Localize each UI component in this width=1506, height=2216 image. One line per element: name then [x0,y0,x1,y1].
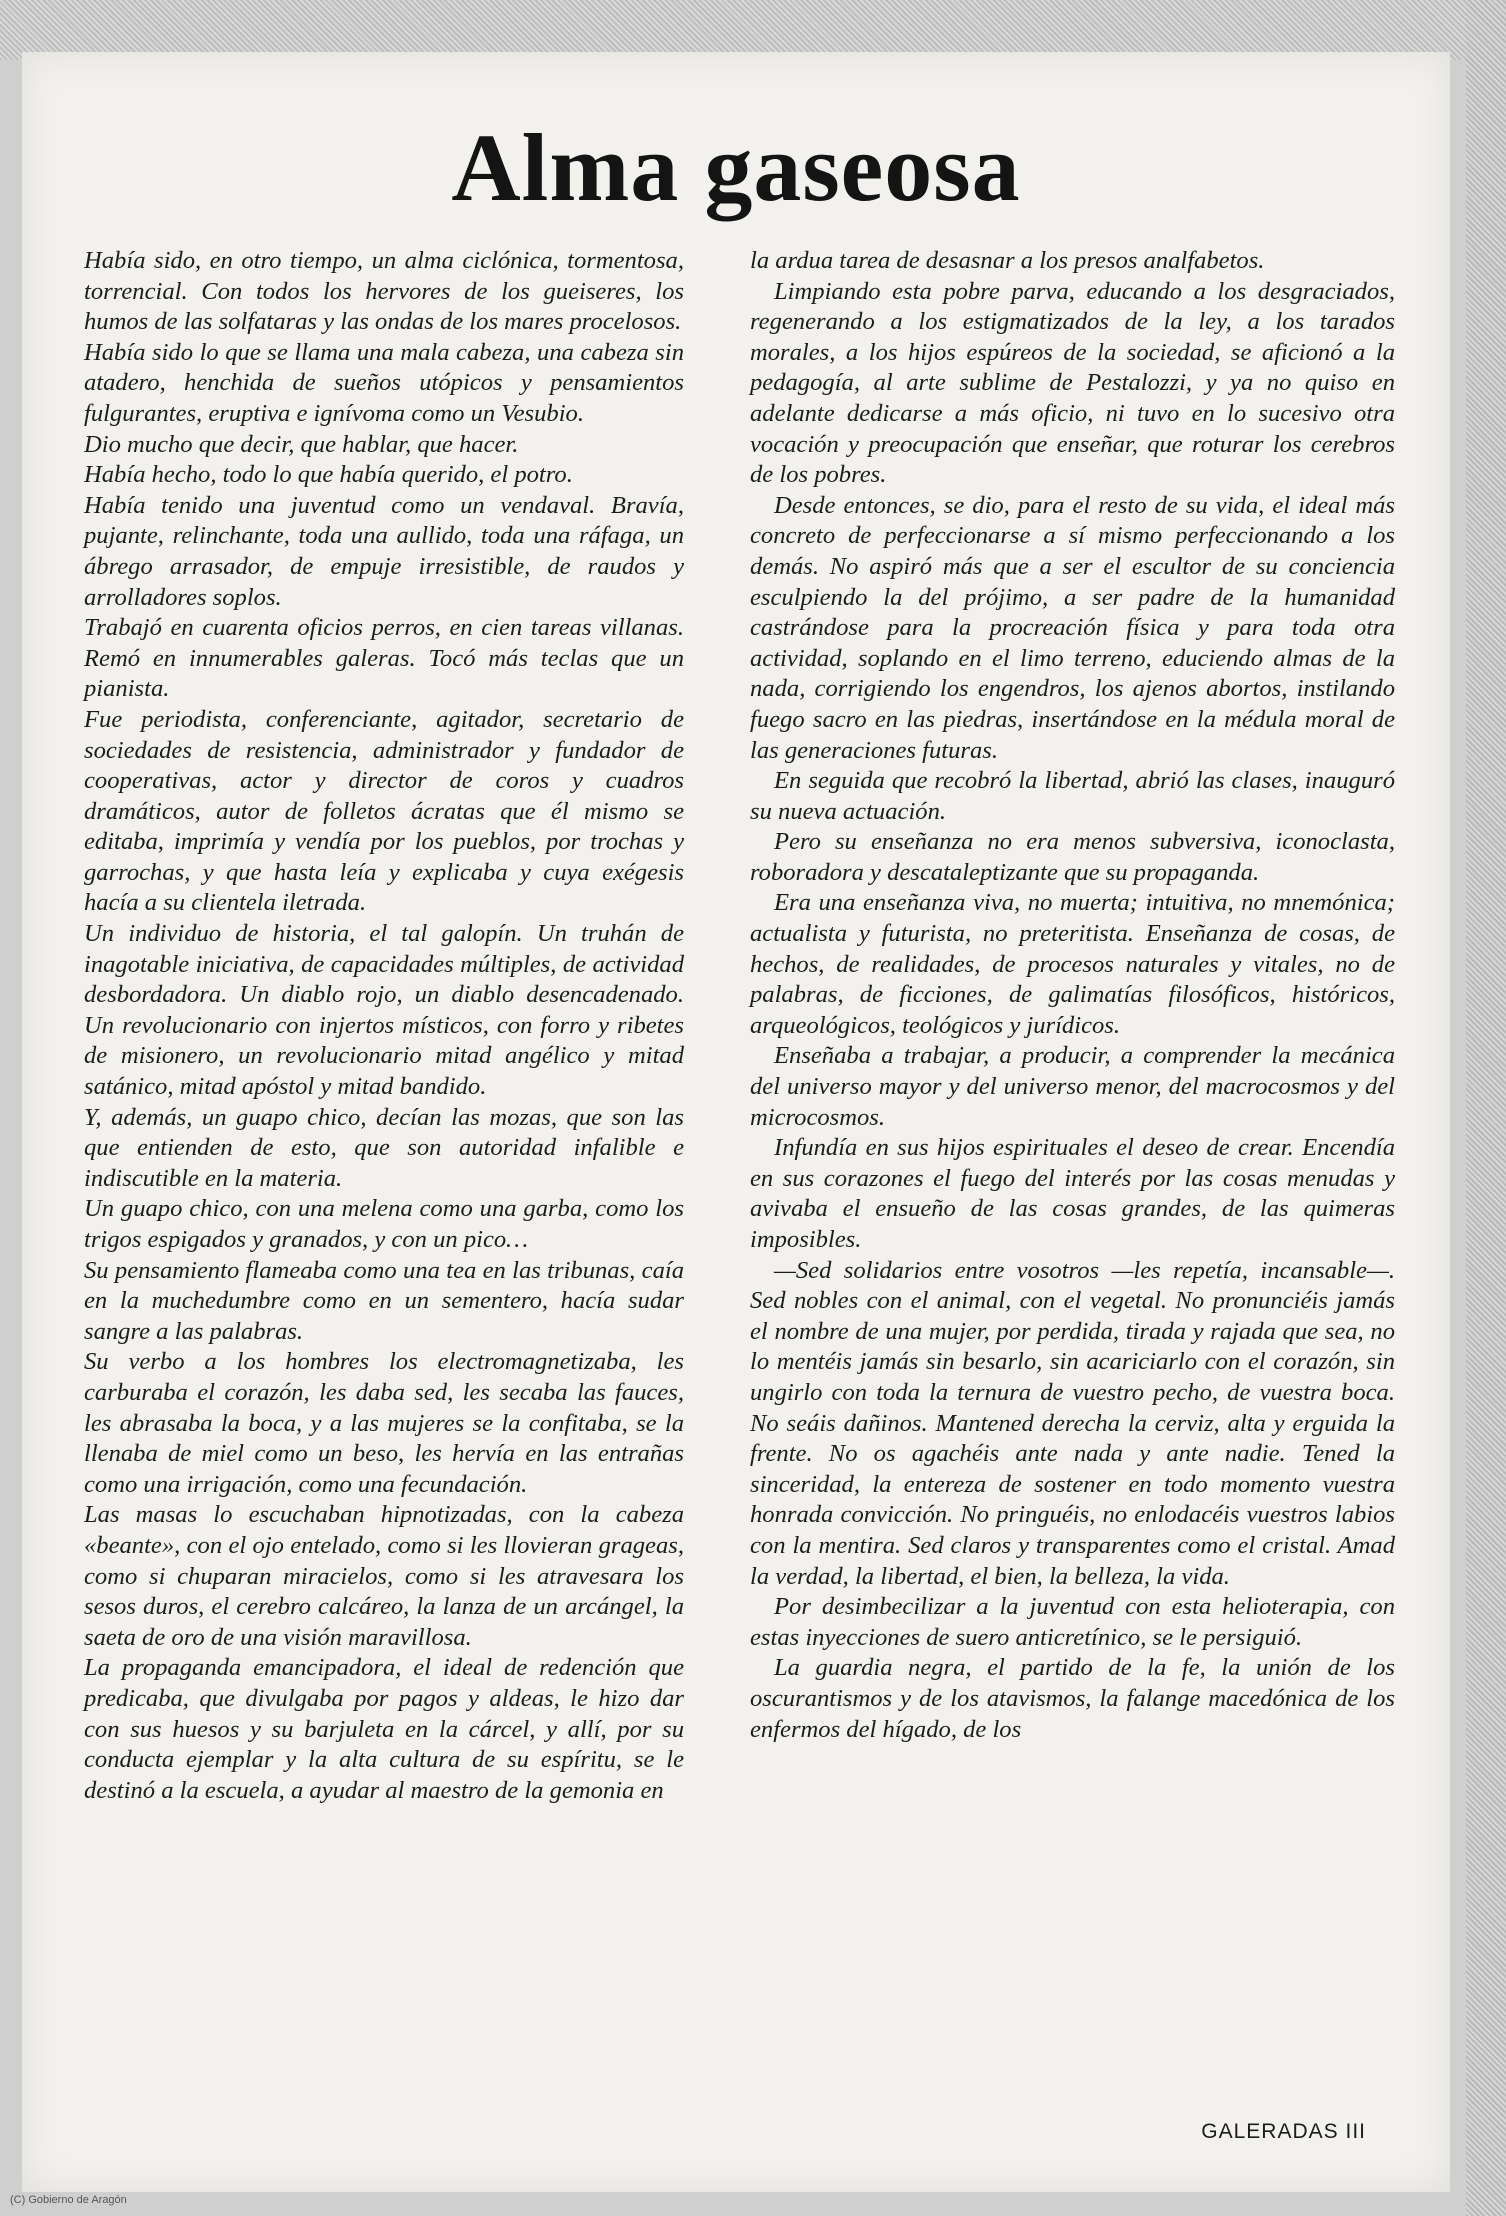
article-title: Alma gaseosa [451,114,1021,221]
paragraph: Era una enseñanza viva, no muerta; intuitiva, no mnemónica; actualista y futurista, no preteritista. Enseñanza de cosas, de hechos, de realidades, de procesos naturales y vitales, no de palabras, de ficciones, de galimatías filosóficos, históricos, arqueológicos, teológicos y jurídicos. [750,889,1395,1039]
document-page [22,52,1450,2192]
paragraph: Las masas lo escuchaban hipnotizadas, con la cabeza «beante», con el ojo entelado, como si les llovieran grageas, como si chuparan miracielos, como si les atravesara los sesos duros, el cerebro calcáreo, la lanza de un arcángel, la saeta de oro de una visión maravillosa. [84,1501,684,1651]
paragraph: Había sido lo que se llama una mala cabeza, una cabeza sin atadero, henchida de sueños utópicos y pensamientos fulgurantes, eruptiva e ignívoma como un Vesubio. [84,338,684,427]
copyright-credit: (C) Gobierno de Aragón [10,2194,127,2206]
paragraph: Fue periodista, conferenciante, agitador, secretario de sociedades de resistencia, administrador y fundador de cooperativas, actor y director de coros y cuadros dramáticos, autor de folletos ácratas que él mismo se editaba, imprimía y vendía por los pueblos, por trochas y garrochas, y que hasta leía y explicaba y cuya exégesis hacía a su clientela iletrada. [84,705,684,917]
paragraph: Un guapo chico, con una melena como una garba, como los trigos espigados y granados, y con un pico… [84,1195,684,1253]
paragraph: la ardua tarea de desasnar a los presos analfabetos. [750,247,1265,274]
paragraph: Desde entonces, se dio, para el resto de su vida, el ideal más concreto de perfeccionarse a sí mismo perfeccionando a los demás. No aspiró más que a ser el escultor de su conciencia esculpiendo la del prójimo, a ser padre de la humanidad castrándose para la procreación física y para toda otra actividad, soplando en el limo terreno, educiendo almas de la nada, corrigiendo los engendros, los ajenos abortos, instilando fuego sacro en las piedras, insertándose en la médula moral de las generaciones futuras. [750,491,1395,764]
paragraph: Había hecho, todo lo que había querido, el potro. [84,461,573,489]
scan-border-right [1466,0,1506,2216]
paragraph: —Sed solidarios entre vosotros —les repetía, incansable—. Sed nobles con el animal, con el vegetal. No pronunciéis jamás el nombre de una mujer, por perdida, tirada y rajada que sea, no lo mentéis jamás sin besarlo, sin acariciarlo con el corazón, sin ungirlo con toda la ternura de vuestro pecho, de vuestra boca. No seáis dañinos. Mantened derecha la cerviz, alta y erguida la frente. No os agachéis ante nada y ante nadie. Tened la sinceridad, la entereza de sostener en todo momento vuestra honrada convicción. No pringuéis, no enlodacéis vuestros labios con la mentira. Sed claros y transparentes como el cristal. Amad la verdad, la libertad, el bien, la belleza, la vida. [750,1256,1395,1590]
paragraph: Infundía en sus hijos espirituales el deseo de crear. Encendía en sus corazones el fuego del interés por las cosas menudas y avivaba el ensueño de las cosas grandes, de las quimeras imposibles. [750,1134,1395,1253]
paragraph: Dio mucho que decir, que hablar, que hacer. [84,430,519,458]
paragraph: La propaganda emancipadora, el ideal de redención que predicaba, que divulgaba por pagos y aldeas, le hizo dar con sus huesos y su barjuleta en la cárcel, y allí, por su conducta ejemplar y la alta cultura de su espíritu, se le destinó a la escuela, a ayudar al maestro de la gemonia en [84,1654,684,1804]
paragraph: Un individuo de historia, el tal galopín. Un truhán de inagotable iniciativa, de capacidades múltiples, de actividad desbordadora. Un diablo rojo, un diablo desencadenado. Un revolucionario con injertos místicos, con forro y ribetes de misionero, un revolucionario mitad angélico y mitad satánico, mitad apóstol y mitad bandido. [84,920,684,1101]
paragraph: Había tenido una juventud como un vendaval. Bravía, pujante, relinchante, toda una aullido, toda una ráfaga, un ábrego arrasador, de empuje irresistible, de raudos y arrolladores soplos. [84,491,684,611]
paragraph: Su pensamiento flameaba como una tea en las tribunas, caía en la muchedumbre como en un sementero, hacía sudar sangre a las palabras. [84,1256,684,1345]
paragraph: Trabajó en cuarenta oficios perros, en cien tareas villanas. Remó en innumerables galeras. Tocó más teclas que un pianista. [84,614,684,703]
scan-border-top [0,0,1506,60]
right-column [750,246,1395,1745]
paragraph: Pero su enseñanza no era menos subversiva, iconoclasta, roboradora y descataleptizante que su propaganda. [750,828,1395,886]
paragraph: Limpiando esta pobre parva, educando a los desgraciados, regenerando a los estigmatizados de la ley, a los tarados morales, a los hijos espúreos de la sociedad, se aficionó a la pedagogía, al arte sublime de Pestalozzi, y ya no quiso en adelante dedicarse a más oficio, ni tuvo en lo sucesivo otra vocación y preocupación que enseñar, que roturar los cerebros de los pobres. [750,277,1395,489]
footer-page-label: GALERADAS III [1201,2120,1366,2143]
paragraph: Enseñaba a trabajar, a producir, a comprender la mecánica del universo mayor y del universo menor, del macrocosmos y del microcosmos. [750,1042,1395,1131]
paragraph: En seguida que recobró la libertad, abrió las clases, inauguró su nueva actuación. [750,767,1395,825]
paragraph: Había sido, en otro tiempo, un alma ciclónica, tormentosa, torrencial. Con todos los hervores de los gueiseres, los humos de las solfataras y las ondas de los mares procelosos. [84,247,684,336]
paragraph: Por desimbecilizar a la juventud con esta helioterapia, con estas inyecciones de suero anticretínico, se le persiguió. [750,1593,1395,1651]
paragraph: Y, además, un guapo chico, decían las mozas, que son las que entienden de esto, que son autoridad infalible e indiscutible en la materia. [84,1103,684,1192]
paragraph: La guardia negra, el partido de la fe, la unión de los oscurantismos y de los atavismos, la falange macedónica de los enfermos del hígado, de los [750,1654,1395,1743]
left-column [84,246,684,1806]
paragraph: Su verbo a los hombres los electromagnetizaba, les carburaba el corazón, les daba sed, les secaba las fauces, les abrasaba la boca, y a las mujeres se la confitaba, se la llenaba de miel como un beso, les hervía en las entrañas como una irrigación, como una fecundación. [84,1348,684,1498]
